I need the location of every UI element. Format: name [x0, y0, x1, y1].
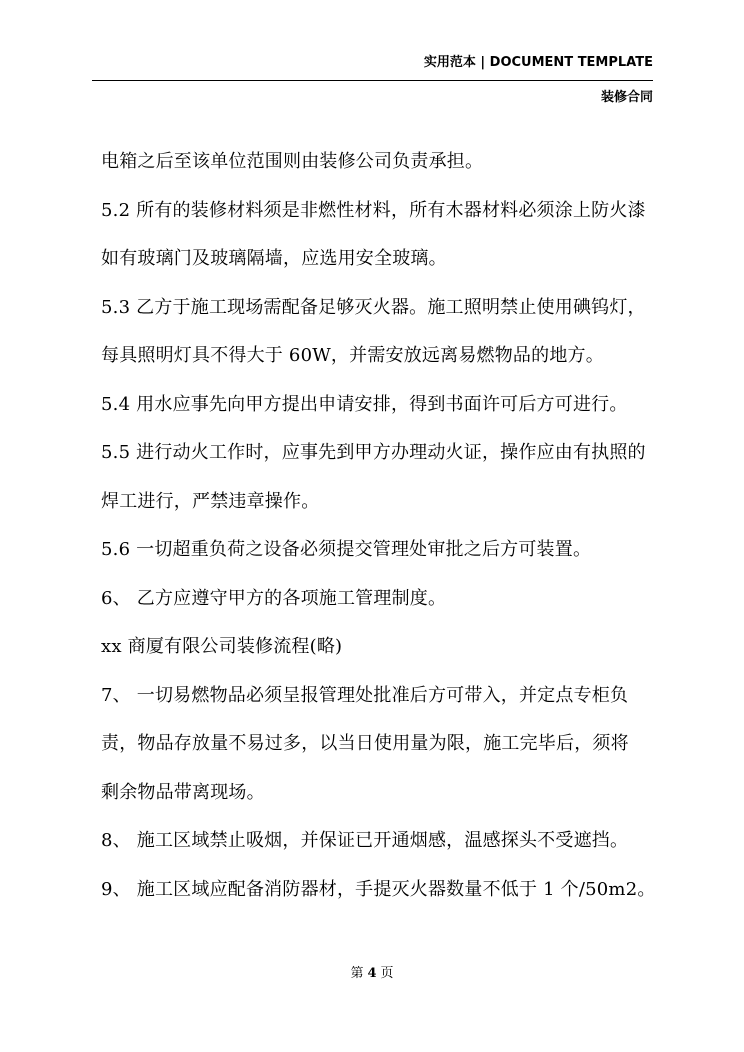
- body-line: 5.5 进行动火工作时，应事先到甲方办理动火证，操作应由有执照的: [101, 442, 646, 463]
- page-footer: [0, 962, 744, 981]
- body-line: 焊工进行，严禁违章操作。: [101, 490, 320, 512]
- body-line: 剩余物品带离现场。: [101, 781, 265, 803]
- body-line: 如有玻璃门及玻璃隔墙，应选用安全玻璃。: [101, 248, 447, 269]
- footer-prefix: 第: [350, 966, 364, 981]
- body-line: 5.4 用水应事先向甲方提出申请安排，得到书面许可后方可进行。: [101, 393, 628, 415]
- body-line: 电箱之后至该单位范围则由装修公司负责承担。: [101, 151, 484, 172]
- page-number: 4: [367, 966, 377, 981]
- body-line: 每具照明灯具不得大于 60W，并需安放远离易燃物品的地方。: [101, 345, 604, 366]
- footer-suffix: 页: [380, 966, 394, 981]
- body-line: 9、 施工区域应配备消防器材，手提灭火器数量不低于 1 个/50m2。: [101, 878, 656, 900]
- body-line: 5.6 一切超重负荷之设备必须提交管理处审批之后方可装置。: [101, 539, 592, 560]
- body-line: xx 商厦有限公司装修流程(略): [101, 636, 343, 657]
- body-line: 5.3 乙方于施工现场需配备足够灭火器。施工照明禁止使用碘钨灯，: [101, 296, 646, 318]
- header-title: 实用范本 | DOCUMENT TEMPLATE: [423, 55, 653, 70]
- body-line: 7、 一切易燃物品必须呈报管理处批准后方可带入，并定点专柜负: [101, 684, 629, 706]
- header-divider: [92, 80, 653, 81]
- document-body: [101, 138, 661, 914]
- body-line: 5.2 所有的装修材料须是非燃性材料，所有木器材料必须涂上防火漆: [101, 199, 646, 221]
- header-subtitle: 装修合同: [600, 90, 653, 105]
- body-line: 6、 乙方应遵守甲方的各项施工管理制度。: [101, 587, 447, 609]
- body-line: 8、 施工区域禁止吸烟，并保证已开通烟感，温感探头不受遮挡。: [101, 830, 629, 851]
- body-line: 责，物品存放量不易过多，以当日使用量为限，施工完毕后，须将: [101, 733, 629, 754]
